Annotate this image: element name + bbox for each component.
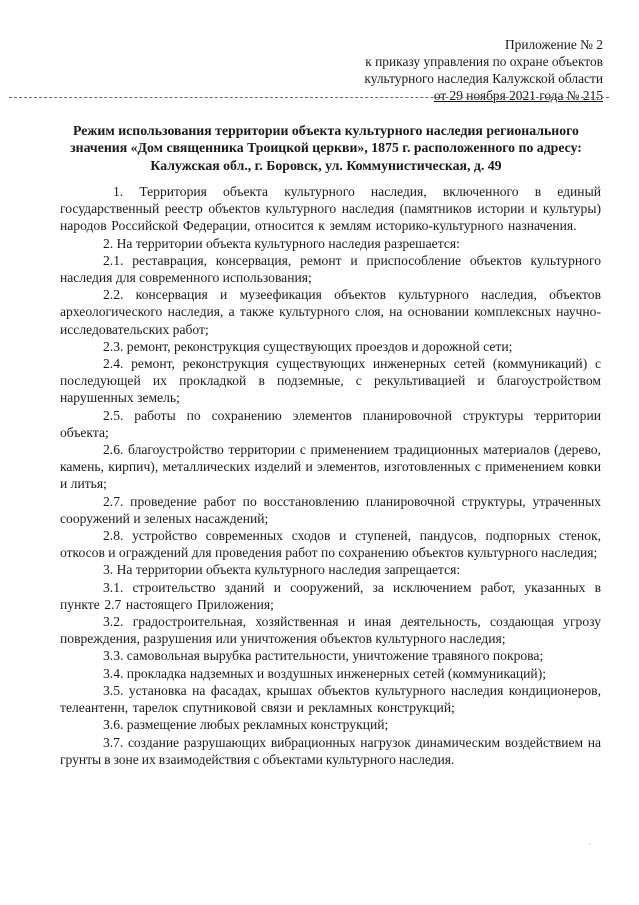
order-date-number: от 29 ноября 2021 года № 215 xyxy=(433,88,603,103)
paragraph-3: 3. На территории объекта культурного наследия запрещается: xyxy=(103,562,461,578)
paragraph-3-1: 3.1. строительство зданий и сооружений, за исключением работ, указанных в пункте 2.7 настоящего Приложения; xyxy=(60,579,601,612)
paragraph-2-1: 2.1. реставрация, консервация, ремонт и приспособление объектов культурного наследия для современного использования; xyxy=(60,252,601,286)
paragraph-2-8: 2.8. устройство современных сходов и ступеней, пандусов, подпорных стенок, откосов и ограждений для проведения работ по сохранению объектов культурного наследия; xyxy=(60,528,601,561)
paragraph-3-6: 3.6. размещение любых рекламных конструкций; xyxy=(103,717,389,733)
title-line-1: Режим использования территории объекта культурного наследия регионального xyxy=(73,123,579,138)
paragraph-2-7: 2.7. проведение работ по восстановлению планировочной структуры, утраченных сооружений и зеленых насаждений; xyxy=(60,493,601,526)
paragraph-1: 1. Территория объекта культурного наследия, включенного в единый государственный реестр объектов культурного наследия (памятников истории и культуры) народов Российской Федерации, относится к землям историко-культурного назначения. xyxy=(60,184,601,234)
paragraph-2-4: 2.4. ремонт, реконструкция существующих инженерных сетей (коммуникаций) с последующей их прокладкой в подземные, с рекультивацией и благоустройством нарушенных земель; xyxy=(60,356,601,406)
order-reference: к приказу управления по охране объектов xyxy=(365,54,603,69)
appendix-number: Приложение № 2 xyxy=(504,37,603,52)
paragraph-2-2: 2.2. консервация и музеефикация объектов культурного наследия, объектов археологического наследия, а также культурного слоя, на основании комплексных научно-исследовательских работ; xyxy=(60,287,601,337)
title-line-3: Калужская обл., г. Боровск, ул. Коммунистическая, д. 49 xyxy=(150,157,502,173)
document-title xyxy=(56,122,596,174)
paragraph-3-7: 3.7. создание разрушающих вибрационных нагрузок динамическим воздействием на грунты в зоне их взаимодействия с объектами культурного наследия. xyxy=(60,734,601,767)
paragraph-3-2: 3.2. градостроительная, хозяйственная и иная деятельность, создающая угрозу повреждения, разрушения или уничтожения объектов культурного наследия; xyxy=(60,614,601,647)
title-line-2: значения «Дом священника Троицкой церкви», 1875 г. расположенного по адресу: xyxy=(70,140,582,156)
paragraph-2-5: 2.5. работы по сохранению элементов планировочной структуры территории объекта; xyxy=(60,407,601,440)
appendix-header xyxy=(364,36,603,104)
document-body xyxy=(60,183,601,768)
paragraph-3-4: 3.4. прокладка надземных и воздушных инженерных сетей (коммуникаций); xyxy=(103,665,547,681)
issuing-authority: культурного наследия Калужской области xyxy=(364,71,603,86)
paragraph-3-5: 3.5. установка на фасадах, крышах объектов культурного наследия кондиционеров, телеантенн, тарелок спутниковой связи и рекламных конструкций; xyxy=(60,682,601,716)
paragraph-2-3: 2.3. ремонт, реконструкция существующих проездов и дорожной сети; xyxy=(103,338,513,354)
paragraph-3-3: 3.3. самовольная вырубка растительности, уничтожение травяного покрова; xyxy=(103,648,544,664)
paragraph-2-6: 2.6. благоустройство территории с применением традиционных материалов (дерево, камень, кирпич), металлических изделий и элементов, изготовленных с применением ковки и литья; xyxy=(60,442,601,492)
scan-speck xyxy=(589,843,591,845)
paragraph-2: 2. На территории объекта культурного наследия разрешается: xyxy=(103,235,460,251)
header-divider xyxy=(9,97,609,98)
